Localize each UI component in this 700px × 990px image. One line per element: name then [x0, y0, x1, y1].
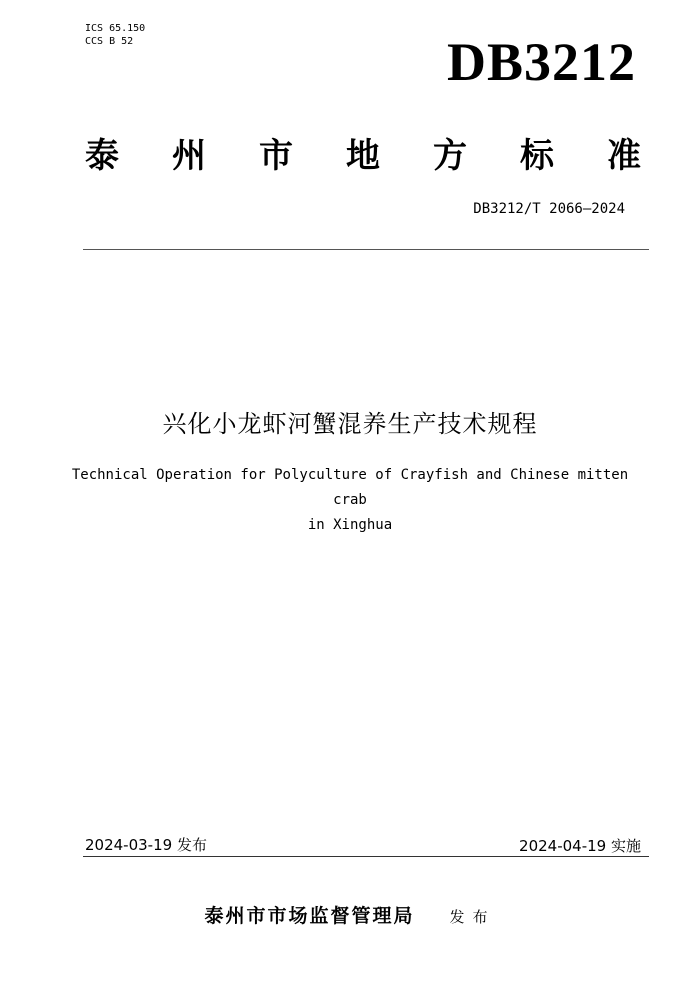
document-title-cn: 兴化小龙虾河蟹混养生产技术规程	[162, 410, 538, 438]
title-en-line: in Xinghua	[307, 517, 393, 533]
publisher-org: 泰州市市场监督管理局	[204, 905, 415, 927]
classification-block	[85, 22, 145, 48]
issue-date: 2024-03-19 发布	[85, 836, 207, 854]
standard-type-char: 标	[520, 135, 554, 176]
bottom-divider	[83, 856, 649, 857]
implementation-date: 2024-04-19 实施	[519, 837, 641, 855]
ics-code: ICS 65.150	[85, 23, 146, 34]
ccs-code: CCS B 52	[85, 36, 134, 47]
standard-type-title	[85, 130, 641, 174]
title-en-line: Technical Operation for Polyculture of Crayfish and Chinese mitten crab	[71, 467, 629, 508]
top-divider	[83, 249, 649, 250]
standard-type-char: 市	[259, 135, 293, 176]
publish-action: 发布	[449, 908, 496, 926]
document-title-en	[60, 463, 640, 538]
standard-type-char: 方	[433, 135, 467, 176]
standard-type-char: 地	[346, 135, 380, 176]
standard-type-char: 泰	[85, 135, 119, 176]
publisher-line	[0, 901, 700, 928]
standard-type-char: 准	[607, 135, 641, 176]
standard-number: DB3212/T 2066—2024	[473, 201, 625, 217]
db-code: DB3212	[446, 32, 636, 92]
standard-type-char: 州	[172, 135, 206, 176]
